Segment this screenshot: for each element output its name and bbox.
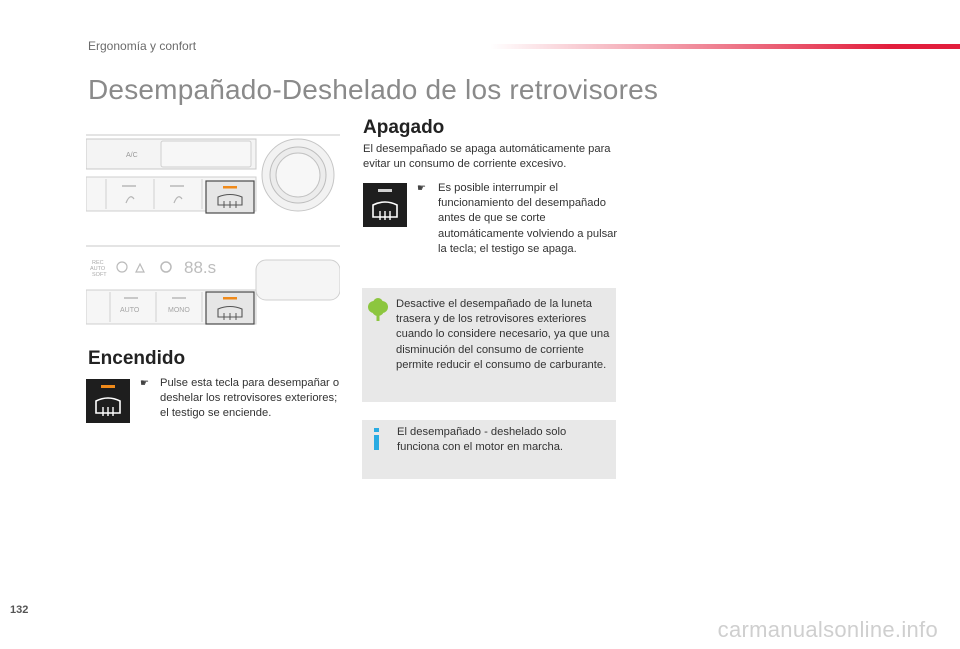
apagado-text: Es posible interrumpir el funcionamiento del desempañado antes de que se corte automáticamente volviendo a pulsar la tecla; el testigo se apaga. (438, 182, 618, 255)
apagado-intro: El desempañado se apaga automáticamente para evitar un consumo de corriente excesivo. (363, 143, 611, 171)
auto-label: AUTO (120, 307, 140, 314)
section-header: Ergonomía y confort (88, 39, 197, 53)
rec-label-2: AUTO (90, 266, 106, 272)
mono-label: MONO (168, 307, 190, 314)
rec-label-3: SOFT (92, 272, 107, 278)
header-accent-line (490, 44, 960, 49)
info-icon (371, 427, 383, 456)
rec-label-1: REC (92, 260, 104, 266)
defrost-button-off-icon (363, 183, 407, 227)
defrost-button-on-icon (86, 379, 130, 423)
watermark: carmanualsonline.info (717, 617, 938, 642)
page-title: Desempañado-Deshelado de los retrovisores (88, 74, 659, 105)
apagado-heading: Apagado (363, 117, 445, 138)
info-note-text: El desempañado - deshelado solo funciona con el motor en marcha. (397, 426, 567, 454)
climate-panel-illustration-top (86, 129, 340, 219)
ac-label: A/C (126, 152, 138, 159)
info-note-box (362, 420, 616, 479)
encendido-heading: Encendido (88, 348, 186, 369)
climate-panel-illustration-bottom (86, 242, 340, 329)
page-number: 132 (10, 604, 29, 616)
temp-display: 88.s (184, 258, 217, 277)
bullet-icon: ☛ (140, 378, 149, 389)
eco-note-text: Desactive el desempañado de la luneta trasera y de los retrovisores exteriores cuando lo considere necesario, ya que una disminución del consumo de corriente permite reducir el consumo de carburante. (396, 298, 610, 371)
eco-tree-icon (367, 298, 389, 327)
encendido-text: Pulse esta tecla para desempañar o deshelar los retrovisores exteriores; el testigo se enciende. (160, 377, 340, 420)
eco-note-box (362, 288, 616, 402)
bullet-icon: ☛ (417, 183, 426, 194)
